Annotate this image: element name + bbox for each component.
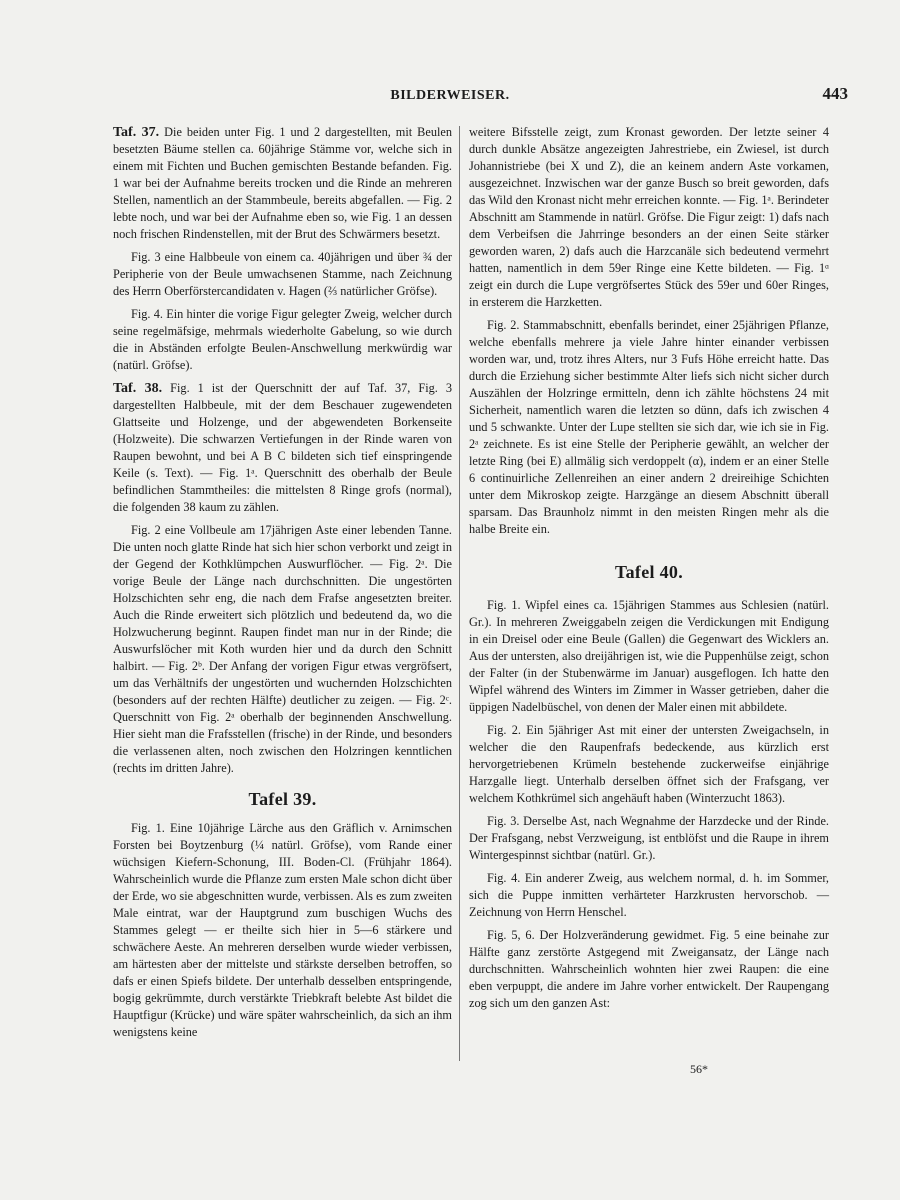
plate-37-label: Taf. 37. (113, 125, 160, 140)
plate-38-text: Fig. 1 ist der Querschnitt der auf Taf. 37, Fig. 3 dargestellten Halbbeule, mit der dem Beschauer zugewendeten Glattseite und Holzenge, und der abgewendeten Borkenseite (Holzweite). Die schwarzen Vertiefungen in der Rinde waren von Raupen bewohnt, und bei A B C bildeten sich tief einspringende Keile (s. Text). — Fig. 1ᵃ. Querschnitt des oberhalb der Beule befindlichen Stammtheiles: die mittelsten 8 Ringe grofs (normal), die folgenden 38 kaum zu zählen. (113, 381, 452, 514)
plate-37-fig3-paragraph: Fig. 3 eine Halbbeule von einem ca. 40jährigen und über ¾ der Peripherie von der Beule umwachsenen Stamme, nach Zeichnung des Herrn Oberförstercandidaten v. Hagen (⅔ natürlicher Gröfse). (113, 250, 452, 298)
plate-39-fig2-paragraph: Fig. 2. Stammabschnitt, ebenfalls berindet, einer 25jährigen Pflanze, welche ebenfalls mehrere ja viele Jahre hinter einander verbissen worden war, und, trotz ihres Alters, nur 3 Fufs Höhe erreicht hatte. Das durch die Erziehung sicher bestimmte Alter liefs sich nicht sicher durch Auszählen der Holzringe ermitteln, denn ich zählte höchstens 24 mit Sicherheit, namentlich waren die letzten so dünn, dafs ich zwischen 4 und 5 schwankte. Unter der Lupe stellten sie sich dar, wie ich sie in Fig. 2ᵃ zeichnete. Es ist eine Stelle der Peripherie gewählt, an welcher der letzte Ring (bei E) allmälig sich verdoppelt (α), indem er an einer Stelle 6 continuirliche Zellenreihen an einer andern 2 dreireihige Schichten unter dem Mikroskop zeigte. Harzgänge an diesem Abschnitt überall sparsam. Das Braunholz nimmt in den meisten Ringen mehr als die halbe Breite ein. (469, 318, 829, 536)
plate-37-paragraph (113, 124, 452, 243)
right-column (469, 124, 829, 1018)
left-column (113, 124, 452, 1047)
plate-37-text: Die beiden unter Fig. 1 und 2 dargestellten, mit Beulen besetzten Bäume stellen ca. 60jährige Stämme vor, welche sich in einem mit Fichten und Buchen gemischten Bestande befanden. Fig. 1 war bei der Aufnahme bereits trocken und die Rinde an mehreren Stellen, namentlich an der Stammbeule, bereits abgefallen. — Fig. 2 lebte noch, und war bei der Aufnahme eben so, wie Fig. 1 an dessen noch frischen Rindenstellen, mit der Brut des Schwärmers besetzt. (113, 125, 453, 241)
plate-37-fig4-paragraph: Fig. 4. Ein hinter die vorige Figur gelegter Zweig, welcher durch seine regelmäfsige, mehrmals wiederholte Gabelung, so wie durch die in Abständen erfolgte Beulen-Anschwellung merkwürdig war (natürl. Gröfse). (113, 307, 452, 372)
page-number: 443 (822, 84, 848, 103)
plate-39-fig1-paragraph: Fig. 1. Eine 10jährige Lärche aus den Gräflich v. Arnimschen Forsten bei Boytzenburg (¼ natürl. Gröfse), vom Rande einer wüchsigen Kiefern-Schonung, III. Boden-Cl. (Frühjahr 1864). Wahrscheinlich wurde die Pflanze zum ersten Male schon dicht über der Erde, wo sie abgeschnitten wurde, verbissen. Als es zum zweiten Male eintrat, war der Hauptgrund zum buschigen Wuchs des Stammes gelegt — er theilte sich hier in 5—6 stärkere und schwächere Aeste. An mehreren derselben wurde wieder verbissen, am härtesten aber der mittelste und stärkste derselben betroffen, so dafs er einen Spiefs bildete. Der unterhalb desselben entspringende, bogig gekrümmte, durch verstärkte Triebkraft belebte Ast bildet die Hauptfigur (Krücke) und wäre später wahrscheinlich, da sich an ihm wenigstens keine (113, 821, 452, 1039)
plate-40-fig2-paragraph: Fig. 2. Ein 5jähriger Ast mit einer der untersten Zweigachseln, in welcher die den Raupenfrafs bedeckende, aus kürzlich erst hervorgetriebenen Krümeln bestehende zuckerweifse einjährige Harzgalle liegt. Unterhalb derselben öffnet sich der Frafsgang, ver welchem Kothkrümel sich angehäuft haben (Winterzucht 1863). (469, 723, 829, 805)
running-title: BILDERWEISER. (390, 88, 510, 103)
signature-mark: 56* (690, 1062, 708, 1076)
column-divider (459, 126, 460, 1061)
plate-40-fig4-paragraph: Fig. 4. Ein anderer Zweig, aus welchem normal, d. h. im Sommer, sich die Puppe inmitten verhärteter Harzkrusten hervorschob. — Zeichnung von Herrn Henschel. (469, 871, 829, 919)
plate-38-label: Taf. 38. (113, 381, 163, 396)
plate-40-fig56-paragraph: Fig. 5, 6. Der Holzveränderung gewidmet. Fig. 5 eine beinahe zur Hälfte ganz zerstörte Astgegend mit Zweigansatz, der Länge nach durchschnitten. Wahrscheinlich wohnten hier zwei Raupen: die eine eben verpuppt, die andere im Jahre vorher entwickelt. Der Raupengang zog sich um den ganzen Ast: (469, 928, 829, 1010)
plate-39-continuation-paragraph: weitere Bifsstelle zeigt, zum Kronast geworden. Der letzte seiner 4 durch dunkle Absätze angezeigten Jahrestriebe, ein Zwiesel, ist durch Johannistriebe (bei X und Z), die an keinem andern Aste vorkamen, ausgezeichnet. Inzwischen war der ganze Busch so breit geworden, dafs das Wild den Kronast nicht mehr erreichen konnte. — Fig. 1ᵃ. Berindeter Abschnitt am Stammende in natürl. Gröfse. Die Figur zeigt: 1) dafs nach dem Verbeifsen die Jahrringe besonders an der einen Seite stärker geworden waren, 2) dafs auch die Harzcanäle sich bedeutend vermehrt hatten, namentlich in dem 59er Ringe eine Kette bildeten. — Fig. 1ᵅ zeigt ein durch die Lupe vergröfsertes Stück des 59er und 60er Ringes, in ersterem die Harzketten. (469, 125, 829, 309)
tafel-39-heading: Tafel 39. (248, 789, 317, 809)
plate-38-paragraph (113, 380, 452, 516)
tafel-40-heading: Tafel 40. (614, 562, 684, 582)
running-header (0, 84, 900, 108)
plate-38-fig2-paragraph: Fig. 2 eine Vollbeule am 17jährigen Aste einer lebenden Tanne. Die unten noch glatte Rinde hat sich hier schon verborkt und zeigt in der Gegend der Kothklümpchen Auswurflöcher. — Fig. 2ᵃ. Die vorige Beule der Länge nach durchschnitten. Die ungestörten Holzschichten sehr eng, die nach dem Frafse angesetzten breiter. Auch die Rinde erweitert sich plötzlich und bedeutend da, wo die Holzwucherung beginnt. Raupen findet man nur in der Rinde; die Auswurfslöcher mit Koth wurden hier und da durch den Schnitt halbirt. — Fig. 2ᵇ. Der Anfang der vorigen Figur etwas vergröfsert, um das Verhältnifs der ungestörten und wuchernden Holzschichten (besonders auf der rechten Hälfte) deutlicher zu zeigen. — Fig. 2ᶜ. Querschnitt von Fig. 2ᵃ oberhalb der beginnenden Anschwellung. Hier sieht man die Frafsstellen (frische) in der Rinde, und besonders die verlassenen alten, noch zwischen den Holzringen kenntlichen (rechts im dritten Jahre). (113, 523, 452, 775)
plate-40-fig3-paragraph: Fig. 3. Derselbe Ast, nach Wegnahme der Harzdecke und der Rinde. Der Frafsgang, nebst Verzweigung, ist entblöfst und die Raupe in ihrem Wintergespinnst sichtbar (natürl. Gr.). (469, 814, 829, 862)
plate-40-fig1-paragraph: Fig. 1. Wipfel eines ca. 15jährigen Stammes aus Schlesien (natürl. Gr.). In mehreren Zweiggabeln zeigen die Verdickungen mit Endigung in ein Dreisel oder eine Beule (Gallen) die Gegenwart des Wicklers an. Aus der untersten, also dreijährigen ist, wie die Puppenhülse zeigt, schon der Falter (in der Stubenwärme im Januar) ausgeflogen. Ich hatte den Wipfel während des Winters im Zimmer in Wasser getrieben, daher die üppigen Nadelbüschel, von denen der Maler einen mit abbildete. (469, 598, 829, 714)
